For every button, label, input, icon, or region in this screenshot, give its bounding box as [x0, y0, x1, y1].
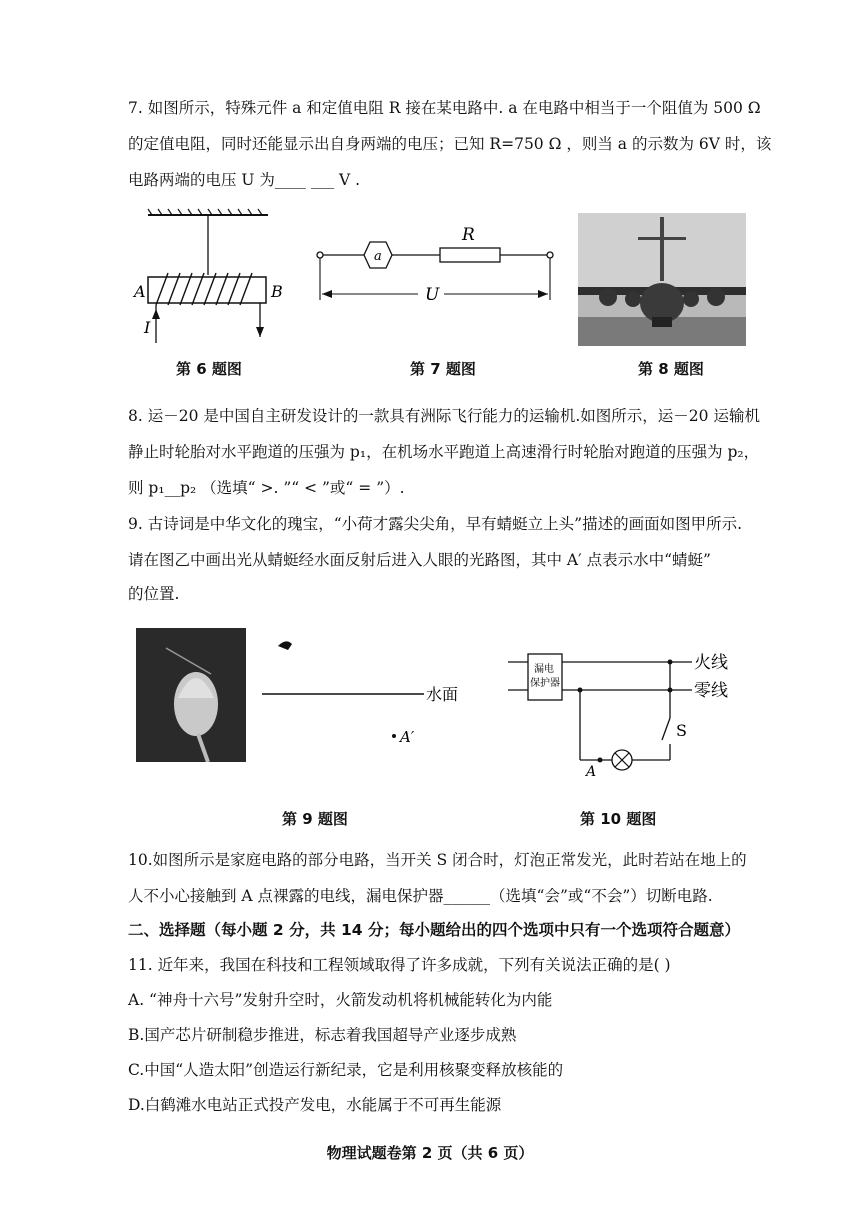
fig6-caption: 第 6 题图: [176, 360, 242, 378]
q11-option-b: B.国产芯片研制稳步推进，标志着我国超导产业逐步成熟: [128, 1026, 517, 1044]
fig9-lotus-photo: [136, 628, 246, 762]
fig6-label-a: A: [134, 282, 146, 301]
fig8-aircraft-photo: [578, 213, 746, 346]
q11-stem: 11. 近年来，我国在科技和工程领域取得了许多成就，下列有关说法正确的是( ): [128, 956, 671, 974]
q11-option-c: C.中国“人造太阳”创造运行新纪录，它是利用核聚变释放核能的: [128, 1061, 564, 1079]
q8-line-1: 8. 运－20 是中国自主研发设计的一款具有洲际飞行能力的运输机.如图所示，运－20 运输机: [128, 407, 760, 425]
fig10-point-label: A: [586, 764, 597, 778]
fig10-switch-label: S: [676, 721, 687, 740]
q9-line-2: 请在图乙中画出光从蜻蜓经水面反射后进入人眼的光路图，其中 A′ 点表示水中“蜻蜓”: [128, 551, 711, 569]
fig8-caption: 第 8 题图: [638, 360, 704, 378]
fig9-water-diagram: [262, 636, 472, 756]
q8-line-2: 静止时轮胎对水平跑道的压强为 p₁，在机场水平跑道上高速滑行时轮胎对跑道的压强为 p₂，: [128, 443, 760, 461]
fig10-device-label-2: 保护器: [530, 678, 560, 689]
fig6-label-b: B: [271, 282, 283, 301]
q10-line-1: 10.如图所示是家庭电路的部分电路，当开关 S 闭合时，灯泡正常发光，此时若站在地上的: [128, 851, 747, 869]
fig9-water-label: 水面: [426, 685, 459, 704]
q11-option-a: A. “神舟十六号”发射升空时，火箭发动机将机械能转化为内能: [128, 991, 553, 1009]
section-2-heading: 二、选择题（每小题 2 分，共 14 分；每小题给出的四个选项中只有一个选项符合题意）: [128, 921, 740, 939]
fig10-device-label-1: 漏电: [534, 664, 554, 675]
fig9-point-label: A′: [400, 728, 415, 746]
fig10-circuit-diagram: [508, 648, 738, 778]
q11-option-d: D.白鹤滩水电站正式投产发电，水能属于不可再生能源: [128, 1096, 502, 1114]
fig9-caption: 第 9 题图: [282, 810, 348, 828]
q8-line-3: 则 p₁__p₂ （选填“ >. ”“ < ”或“ = ”）.: [128, 479, 405, 497]
fig7-caption: 第 7 题图: [410, 360, 476, 378]
fig10-caption: 第 10 题图: [580, 810, 657, 828]
fig6-label-i: I: [144, 318, 151, 337]
q9-line-1: 9. 古诗词是中华文化的瑰宝，“小荷才露尖尖角，早有蜻蜓立上头”描述的画面如图甲所示.: [128, 515, 742, 533]
q7-line-3: 电路两端的电压 U 为____ ___ V .: [128, 171, 361, 189]
fig7-label-u: U: [425, 285, 440, 305]
fig7-circuit-diagram: [312, 220, 562, 310]
fig10-live-label: 火线: [694, 653, 728, 673]
eye-icon: [278, 641, 292, 650]
q7-line-1: 7. 如图所示，特殊元件 a 和定值电阻 R 接在某电路中. a 在电路中相当于一个阻值为 500 Ω: [128, 99, 761, 117]
fig10-neutral-label: 零线: [694, 681, 728, 701]
page-footer: 物理试题卷第 2 页（共 6 页）: [326, 1144, 534, 1162]
q9-line-3: 的位置.: [128, 585, 180, 603]
fig7-label-a: a: [374, 249, 382, 264]
q7-line-2: 的定值电阻，同时还能显示出自身两端的电压；已知 R=750 Ω ，则当 a 的示数为 6V 时，该: [128, 135, 772, 153]
fig7-label-r: R: [462, 225, 475, 245]
fig6-solenoid-diagram: [128, 205, 298, 350]
q10-line-2: 人不小心接触到 A 点裸露的电线，漏电保护器______（选填“会”或“不会”）切断电路.: [128, 887, 713, 905]
